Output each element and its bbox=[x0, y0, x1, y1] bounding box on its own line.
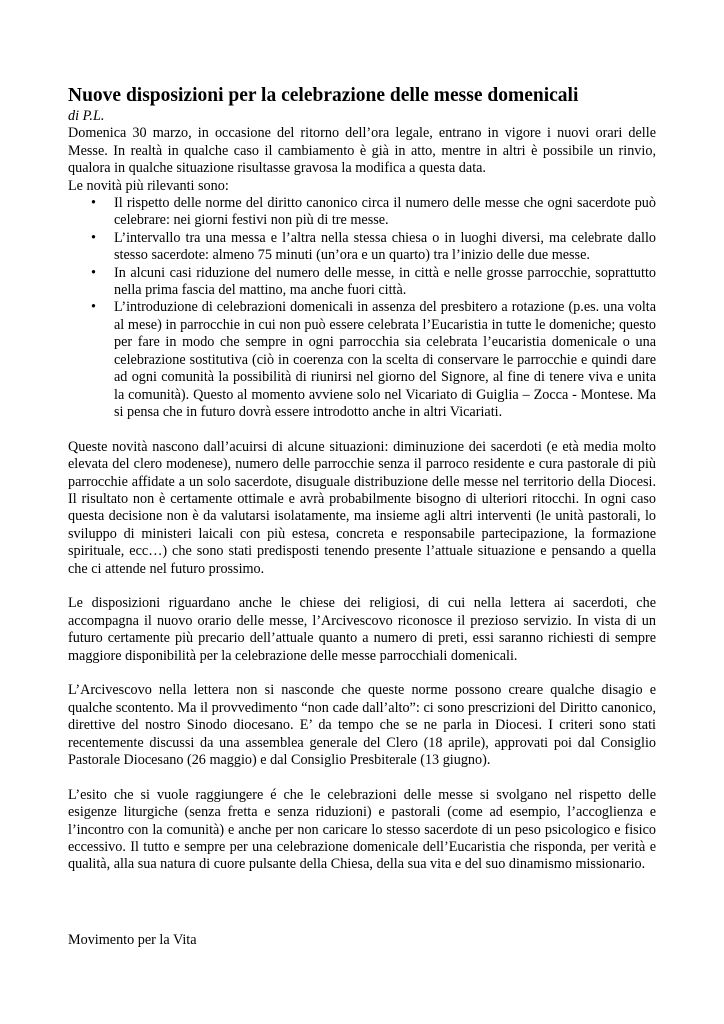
body-paragraph: Le disposizioni riguardano anche le chiese dei religiosi, di cui nella lettera ai sacerdoti, che accompagna il nuovo orario delle messe, l’Arcivescovo riconosce il prezioso servizio. In vista di un futuro certamente più precario dell’attuale quanto a numero di preti, essi saranno richiesti di sempre maggiore disponibilità per la celebrazione delle messe parrocchiali domenicali. bbox=[68, 595, 656, 664]
list-item: • Il rispetto delle norme del diritto canonico circa il numero delle messe che ogni sacerdote può celebrare: nei giorni festivi non più di tre messe. bbox=[114, 195, 656, 230]
list-intro: Le novità più rilevanti sono: bbox=[68, 177, 229, 194]
intro-paragraph: Domenica 30 marzo, in occasione del ritorno dell’ora legale, entrano in vigore i nuovi orari delle Messe. In realtà in qualche caso il cambiamento è già in atto, mentre in altri è possibile un rinvio, qualora in qualche situazione risultasse gravosa la modifica a questa data. bbox=[68, 125, 656, 177]
article-author: di P.L. bbox=[68, 108, 105, 124]
list-item: • L’introduzione di celebrazioni domenicali in assenza del presbitero a rotazione (p.es. una volta al mese) in parrocchie in cui non può essere celebrata l’Eucaristia in tutte le domeniche; questo per fare in modo che sempre in ogni parrocchia sia celebrata l’eucaristia domenicale o una celebrazione sostitutiva (ciò in coerenza con la scelta di conservare le parrocchie e quindi dare ad ogni comunità la possibilità di riunirsi nel giorno del Signore, al fine di tenere viva e unita la comunità). Questo al momento avviene solo nel Vicariato di Guiglia – Zocca - Montese. Ma si pensa che in futuro dovrà essere introdotto anche in altri Vicariati. bbox=[114, 299, 656, 421]
body-paragraph: L’Arcivescovo nella lettera non si nasconde che queste norme possono creare qualche disagio e qualche scontento. Ma il provvedimento “non cade dall’alto”: ci sono prescrizioni del Diritto canonico, direttive del nostro Sinodo diocesano. E’ da tempo che se ne parla in Diocesi. I criteri sono stati recentemente discussi da una assemblea generale del Clero (18 aprile), approvati poi dal Consiglio Pastorale Diocesano (26 maggio) e dal Consiglio Presbiterale (13 giugno). bbox=[68, 682, 656, 768]
list-item: • In alcuni casi riduzione del numero delle messe, in città e nelle grosse parrocchie, soprattutto nella prima fascia del mattino, ma anche fuori città. bbox=[114, 265, 656, 300]
document-body bbox=[68, 84, 656, 874]
body-paragraph: Queste novità nascono dall’acuirsi di alcune situazioni: diminuzione dei sacerdoti (e età media molto elevata del clero modenese), numero delle parrocchie senza il parroco residente e cura pastorale di più parrocchie affidate a un solo sacerdote, disuguale distribuzione delle messe nel territorio della Diocesi. Il risultato non è certamente ottimale e avrà probabilmente bisogno di ulteriori ritocchi. In ogni caso questa decisione non è da valutarsi isolatamente, ma insieme agli altri interventi (le unità pastorali, lo sviluppo di ministeri laicali con più estesa, concreta e responsabile partecipazione, la formazione spirituale, ecc…) che sono stati predisposti tenendo presente l’attuale situazione e pensando a quella che ci attende nel futuro prossimo. bbox=[68, 438, 656, 577]
body-paragraph: L’esito che si vuole raggiungere é che le celebrazioni delle messe si svolgano nel rispetto delle esigenze liturgiche (senza fretta e senza riduzioni) e pastorali (come ad esempio, l’accoglienza e l’incontro con la comunità) e anche per non caricare lo stesso sacerdote di un peso psicologico e fisico eccessivo. Il tutto e sempre per una celebrazione domenicale dell’Eucaristia che risponda, per verità e qualità, alla sua natura di cuore pulsante della Chiesa, della sua vita e del suo dinamismo missionario. bbox=[68, 786, 656, 873]
list-item: • L’intervallo tra una messa e l’altra nella stessa chiesa o in luoghi diversi, ma celebrate dallo stesso sacerdote: almeno 75 minuti (un’ora e un quarto) tra l’inizio delle due messe. bbox=[114, 230, 656, 265]
article-title: Nuove disposizioni per la celebrazione delle messe domenicali bbox=[68, 85, 579, 106]
novelties-list bbox=[68, 195, 656, 421]
footer-signature: Movimento per la Vita bbox=[68, 932, 197, 948]
